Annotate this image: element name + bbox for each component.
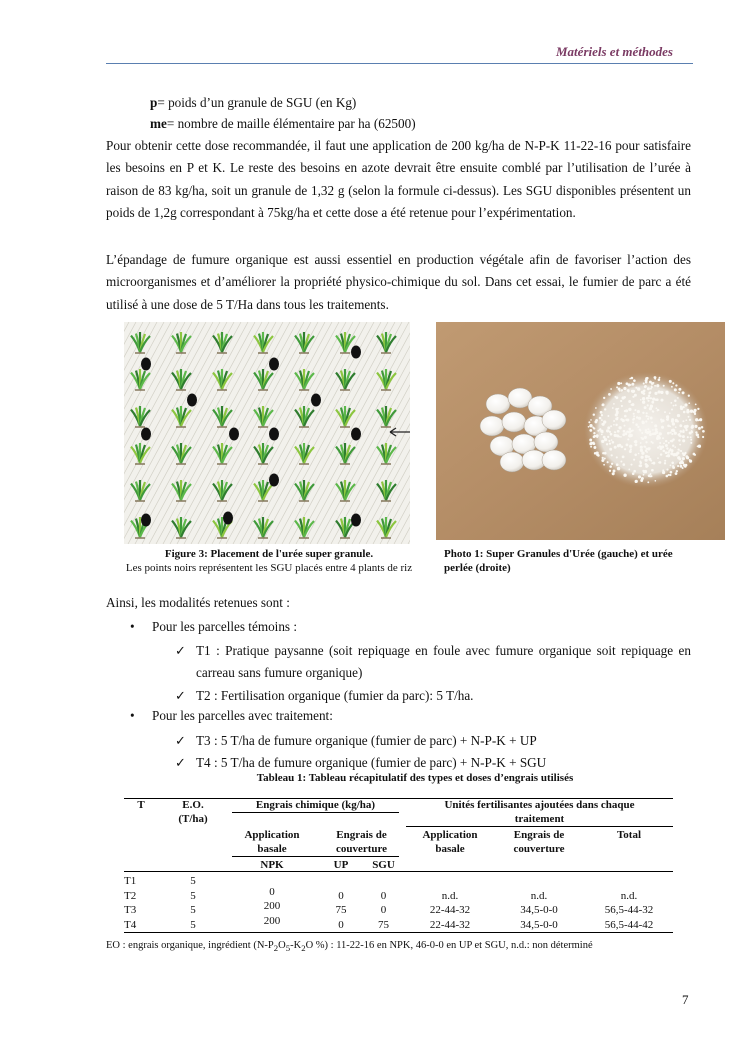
header-app2: basale xyxy=(257,843,287,855)
def-me-text: = nombre de maille élémentaire par ha (62500) xyxy=(166,116,416,131)
check-text: T3 : 5 T/ha de fumure organique (fumier de parc) + N-P-K + UP xyxy=(196,733,537,748)
fertilizer-table xyxy=(124,798,673,933)
table-cell-app: 22-44-32 xyxy=(429,904,471,916)
header-cov2: couverture xyxy=(335,843,388,855)
super-granule-icon xyxy=(542,410,566,430)
checkmark-icon: ✓ xyxy=(175,755,187,770)
super-granule-icon xyxy=(534,432,558,452)
def-p-label: p xyxy=(150,95,158,110)
sgu-dot-icon xyxy=(141,514,151,527)
header-units-1: Unités fertilisantes ajoutées dans chaque xyxy=(444,799,635,811)
check-text: T1 : Pratique paysanne (soit repiquage en foule avec fumure organique soit repiquage en carreau sans fumure organique) xyxy=(196,643,691,680)
figure-3-diagram xyxy=(124,322,410,544)
table-cell-sgu: 0 xyxy=(380,889,387,902)
header-ucov2: couverture xyxy=(513,843,565,855)
table-cell-app: n.d. xyxy=(441,889,459,902)
header-units-2: traitement xyxy=(514,813,565,825)
header-app1: Application xyxy=(244,829,300,841)
table-cell-sgu: 0 xyxy=(380,904,387,916)
table-cell-t: T1 xyxy=(124,875,137,887)
table-cell-t: T3 xyxy=(124,904,137,916)
super-granule-icon xyxy=(486,394,510,414)
def-p-text: = poids d’un granule de SGU (en Kg) xyxy=(157,95,357,110)
table-footnote: EO : engrais organique, ingrédient ($N-P_2O_5-K_2O$ %) : 11-22-16 en NPK, 46-0-0 en UP et SGU, n.d.: non déterminé xyxy=(106,940,593,954)
def-me xyxy=(150,113,416,134)
paragraph-fumure: L’épandage de fumure organique est aussi essentiel en production végétale afin de favoriser l’action des microorganismes et d’améliorer la propriété physico-chimique du sol. Dans cet essai, le fumier de parc a été utilisé à une dose de 5 T/Ha dans tous les traitements. xyxy=(106,252,691,312)
check-item-t1 xyxy=(175,640,691,684)
header-chemical: Engrais chimique (kg/ha) xyxy=(255,799,376,811)
header-rule xyxy=(106,63,693,64)
figure-3-title: Figure 3: Placement de l'urée super granule. xyxy=(164,548,374,560)
rice-grid-drawing xyxy=(124,322,410,544)
checkmark-icon: ✓ xyxy=(175,688,187,703)
table-cell-cov: 34,5-0-0 xyxy=(520,918,558,931)
header-ucov1: Engrais de xyxy=(513,829,565,841)
header-t: T xyxy=(137,799,145,811)
definitions xyxy=(150,92,416,134)
sgu-dot-icon xyxy=(223,512,233,525)
table-title: Tableau 1: Tableau récapitulatif des types et doses d’engrais utilisés xyxy=(256,772,574,784)
sgu-dot-icon xyxy=(141,428,151,441)
header-sgu: SGU xyxy=(372,859,395,871)
sgu-dot-icon xyxy=(269,358,279,371)
checkmark-icon: ✓ xyxy=(175,643,187,658)
sgu-dot-icon xyxy=(229,428,239,441)
bullet-text: Pour les parcelles avec traitement: xyxy=(152,708,333,723)
super-granule-icon xyxy=(542,450,566,470)
header-eo: E.O. xyxy=(182,799,204,811)
sgu-dot-icon xyxy=(351,428,361,441)
sgu-dot-icon xyxy=(141,358,151,371)
table-cell-npk: 0 xyxy=(269,885,275,898)
table-cell-eo: 5 xyxy=(190,875,196,887)
figure-3-caption-text: Les points noirs représentent les SGU placés entre 4 plants de riz xyxy=(125,562,413,574)
header-npk: NPK xyxy=(260,859,284,871)
page-number: 7 xyxy=(682,992,689,1007)
check-text: T2 : Fertilisation organique (fumier da parc): 5 T/ha. xyxy=(196,688,474,703)
paragraph-dose: Pour obtenir cette dose recommandée, il faut une application de 200 kg/ha de N-P-K 11-22-16 pour satisfaire les besoins en P et K. Le reste des besoins en azote devrait être ensuite comblé par l’utilisation de l’urée à raison de 83 kg/ha, soit un granule de 1,32 g (selon la formule ci-dessus). Les SGU disponibles présentent un poids de 1,2g correspondant à 75kg/ha et cette dose a été retenue pour l’expérimentation. xyxy=(106,138,691,221)
table-cell-total: 56,5-44-32 xyxy=(604,904,654,916)
granules-photo xyxy=(436,322,725,540)
checkmark-icon: ✓ xyxy=(175,733,187,748)
figure-3-caption xyxy=(124,547,414,575)
table-cell-app: 22-44-32 xyxy=(429,918,471,931)
super-granule-icon xyxy=(502,412,526,432)
photo-1-granules xyxy=(436,322,725,540)
check-item-t4 xyxy=(175,752,691,774)
table-cell-sgu: 75 xyxy=(378,918,389,931)
table-cell-npk: 200 xyxy=(263,900,281,912)
table-cell-up: 75 xyxy=(335,904,347,916)
table-cell-eo: 5 xyxy=(190,904,196,916)
header-eo-unit: (T/ha) xyxy=(178,813,208,825)
table-cell-npk: 200 xyxy=(263,914,281,927)
bullet-text: Pour les parcelles témoins : xyxy=(152,619,298,634)
header-uapp1: Application xyxy=(422,829,478,841)
table-cell-t: T2 xyxy=(124,889,137,902)
table-cell-t: T4 xyxy=(124,918,137,931)
super-granule-icon xyxy=(480,416,504,436)
table-cell-total: 56,5-44-42 xyxy=(604,918,654,931)
photo-1-caption: Photo 1: Super Granules d'Urée (gauche) et urée perlée (droite) xyxy=(444,548,673,574)
header-uapp2: basale xyxy=(435,843,465,855)
check-item-t2 xyxy=(175,685,691,707)
table-cell-cov: 34,5-0-0 xyxy=(520,904,558,916)
header-up: UP xyxy=(333,859,349,871)
bullet-icon: • xyxy=(130,619,135,634)
table-cell-cov: n.d. xyxy=(530,889,548,902)
sgu-dot-icon xyxy=(351,346,361,359)
table-cell-up: 0 xyxy=(338,918,344,931)
header-total: Total xyxy=(616,829,642,841)
header-title: Matériels et méthodes xyxy=(556,44,673,59)
check-text: T4 : 5 T/ha de fumure organique (fumier de parc) + N-P-K + SGU xyxy=(196,755,547,770)
def-me-label: me xyxy=(150,116,167,131)
sgu-dot-icon xyxy=(269,428,279,441)
sgu-dot-icon xyxy=(351,514,361,527)
check-item-t3 xyxy=(175,730,691,752)
super-granule-icon xyxy=(500,452,524,472)
header-cov1: Engrais de xyxy=(336,829,387,841)
sgu-dot-icon xyxy=(311,394,321,407)
table-cell-eo: 5 xyxy=(190,918,196,931)
table-cell-eo: 5 xyxy=(190,889,196,902)
modalities-intro: Ainsi, les modalités retenues sont : xyxy=(106,595,290,610)
def-p xyxy=(150,92,416,113)
sgu-dot-icon xyxy=(187,394,197,407)
sgu-dot-icon xyxy=(269,474,279,487)
table-cell-up: 0 xyxy=(338,889,344,902)
bullet-icon: • xyxy=(130,708,135,723)
table-cell-total: n.d. xyxy=(620,889,638,902)
